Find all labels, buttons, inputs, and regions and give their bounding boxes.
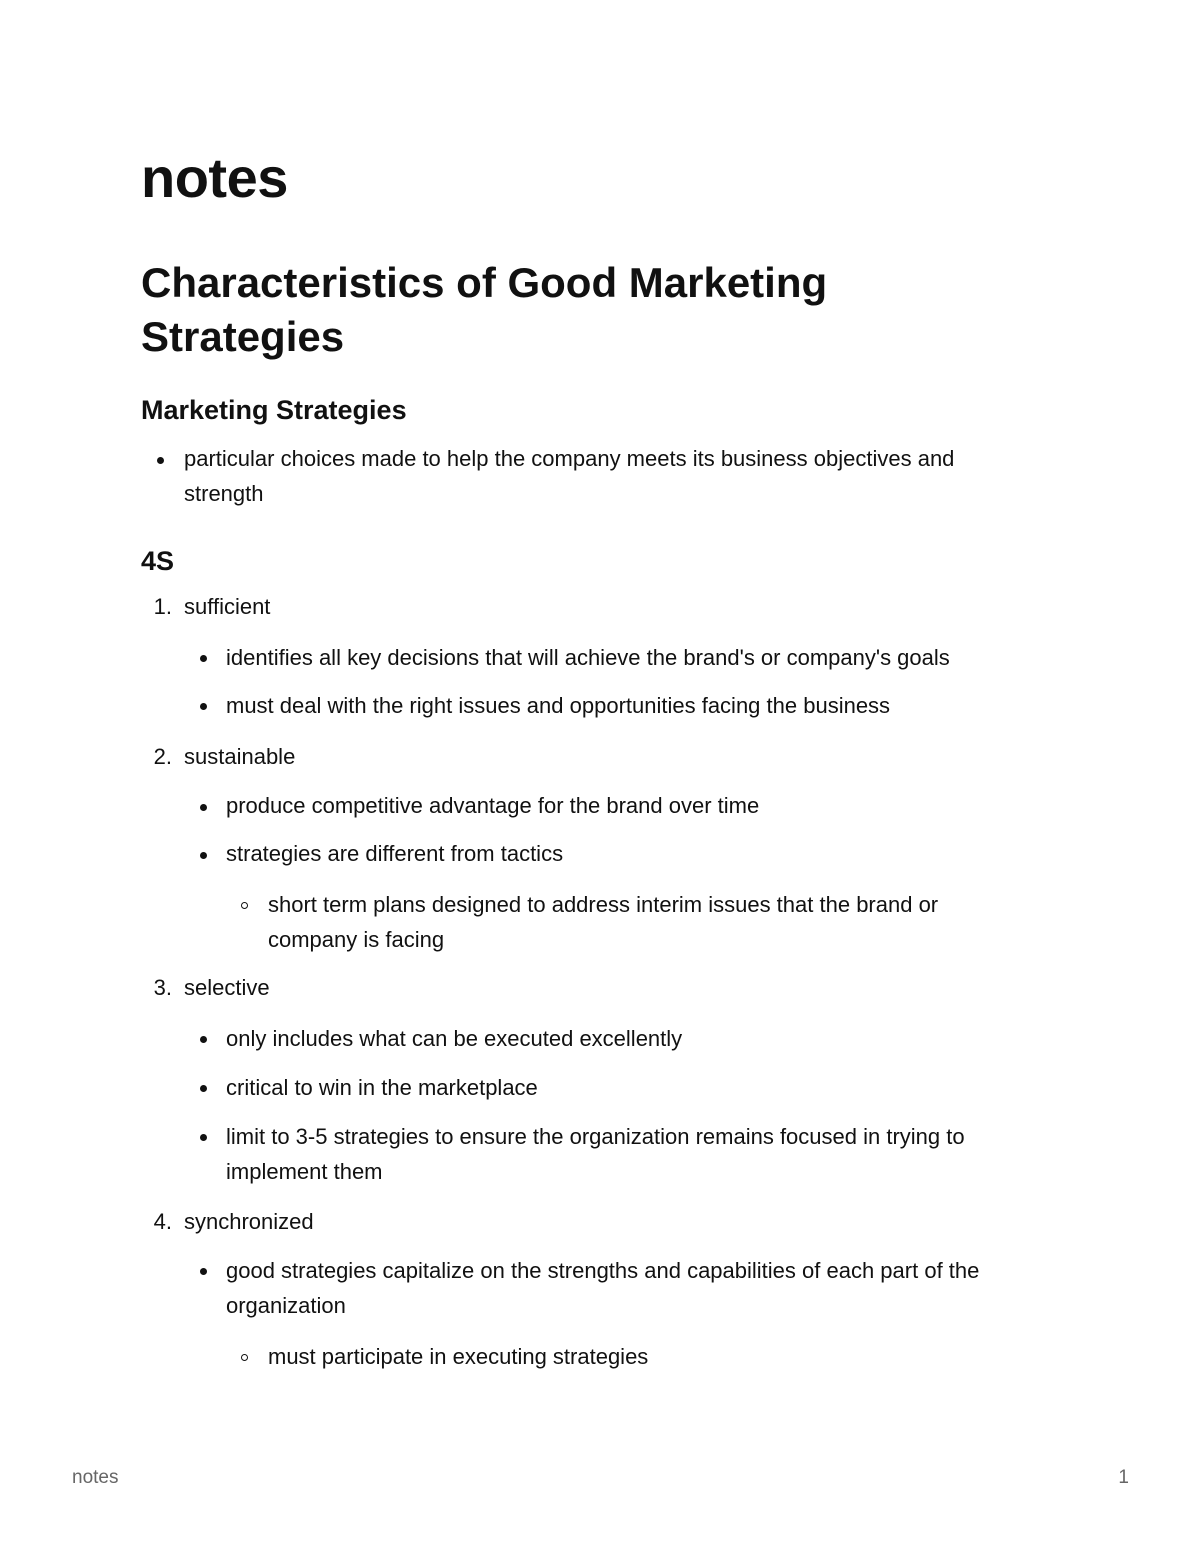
list-item-label: sustainable [184,744,296,769]
document-title: notes [141,146,288,209]
bullet-circle-icon [241,902,248,909]
list-item: limit to 3-5 strategies to ensure the organization remains focused in trying to implement them [226,1124,965,1184]
bullet-dot-icon [200,852,207,859]
bullet-dot-icon [200,1085,207,1092]
page-number: 1 [1118,1467,1129,1488]
bullet-dot-icon [200,1134,207,1141]
section-heading-marketing-strategies: Marketing Strategies [141,395,407,425]
list-number: 3. [153,975,172,1000]
list-item: strategies are different from tactics [226,841,564,866]
list-item-label: selective [184,975,270,1000]
list-item: particular choices made to help the company meets its business objectives and strength [184,446,955,506]
section-heading-4s: 4S [141,546,175,576]
list-item: identifies all key decisions that will achieve the brand's or company's goals [226,645,950,670]
list-item: good strategies capitalize on the strengths and capabilities of each part of the organization [226,1258,980,1318]
bullet-dot-icon [200,1036,207,1043]
list-item: critical to win in the marketplace [226,1075,538,1100]
list-item-label: sufficient [184,594,271,619]
footer-label: notes [72,1467,119,1488]
bullet-dot-icon [200,804,207,811]
list-item: short term plans designed to address interim issues that the brand or company is facing [268,892,939,952]
list-item-label: synchronized [184,1209,314,1234]
main-heading: Characteristics of Good Marketing Strategies [141,259,828,360]
bullet-dot-icon [157,457,164,464]
bullet-dot-icon [200,703,207,710]
bullet-dot-icon [200,655,207,662]
list-item: produce competitive advantage for the brand over time [226,793,760,818]
bullet-circle-icon [241,1354,248,1361]
list-item: only includes what can be executed excellently [226,1026,683,1051]
bullet-dot-icon [200,1268,207,1275]
list-number: 2. [153,744,172,769]
list-item: must deal with the right issues and opportunities facing the business [226,693,891,718]
list-item: must participate in executing strategies [268,1344,649,1369]
list-number: 1. [153,594,172,619]
list-number: 4. [153,1209,172,1234]
